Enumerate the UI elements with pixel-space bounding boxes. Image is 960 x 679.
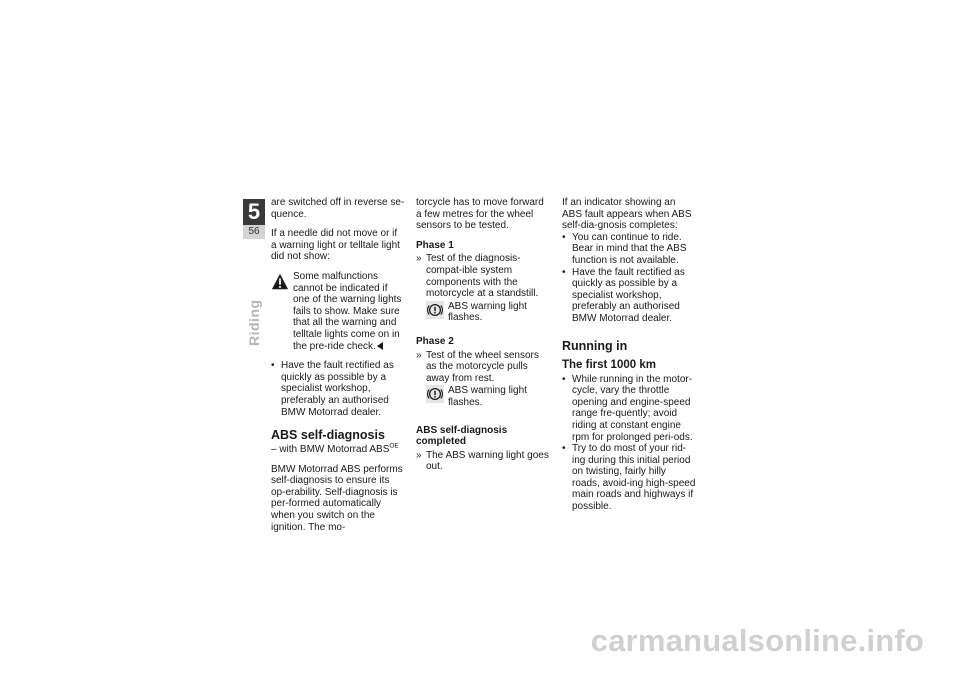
watermark: carmanualsonline.info — [590, 623, 924, 658]
list-item: • Try to do most of your rid-ing during this initial period on twisting, fairly hilly roads, avoid-ing high-speed main roads and highways if possible. — [562, 443, 696, 513]
list-item: • You can continue to ride. Bear in mind that the ABS function is not available. — [562, 232, 696, 267]
chapter-label: Riding — [246, 299, 262, 346]
warning-note — [271, 271, 405, 352]
step-item: » Test of the diagnosis-compat-ible system components with the motorcycle at a standstill. — [416, 253, 550, 299]
result-line — [426, 385, 550, 408]
equipment-superscript: OE — [389, 442, 399, 450]
paragraph: torcycle has to move forward a few metres for the wheel sensors to be tested. — [416, 197, 544, 232]
bullet-list — [271, 360, 405, 418]
phase-2-heading: Phase 2 — [416, 335, 454, 347]
step-list — [416, 450, 550, 473]
result-text: ABS warning light flashes. — [448, 385, 527, 408]
bullet-list — [562, 232, 696, 325]
paragraph: are switched off in reverse se-quence. — [271, 197, 405, 220]
step-item: » The ABS warning light goes out. — [416, 450, 550, 473]
step-item: » Test of the wheel sensors as the motorcycle pulls away from rest. — [416, 350, 550, 385]
section-heading: ABS self-diagnosis — [271, 428, 385, 443]
sub-heading: The first 1000 km — [562, 358, 656, 371]
column-3 — [562, 197, 696, 521]
step-list — [416, 350, 550, 385]
completed-heading: ABS self-diagnosis completed — [416, 424, 508, 448]
column-2 — [416, 197, 550, 481]
equipment-note: – with BMW Motorrad $ABS^{OE}$ — [271, 442, 399, 456]
phase-1-heading: Phase 1 — [416, 239, 454, 251]
end-mark-icon — [377, 342, 383, 350]
abs-warning-light-icon — [426, 301, 444, 319]
paragraph: BMW Motorrad ABS performs self-diagnosis to ensure its op-erability. Self-diagnosis is per-formed automatically when you switch on the ignition. The mo- — [271, 463, 403, 533]
result-text: ABS warning light flashes. — [448, 300, 527, 324]
column-1 — [271, 197, 405, 541]
bullet-list — [562, 374, 696, 513]
paragraph: If an indicator showing an ABS fault appears when ABS self-dia-gnosis completes: — [562, 197, 692, 232]
warning-text: Some malfunctions cannot be indicated if one of the warning lights fails to show. Make sure that all the warning and telltale lights come on in the pre-ride check. — [293, 270, 402, 352]
section-heading: Running in — [562, 338, 628, 353]
list-item: • Have the fault rectified as quickly as possible by a specialist workshop, preferably an authorised BMW Motorrad dealer. — [562, 267, 696, 325]
result-line — [426, 301, 550, 324]
paragraph: If a needle did not move or if a warning light or telltale light did not show: — [271, 228, 400, 263]
list-item: • While running in the motor-cycle, vary the throttle opening and engine-speed range fre-quently; avoid riding at constant engine rpm for prolonged peri-ods. — [562, 374, 696, 444]
list-item: • Have the fault rectified as quickly as possible by a specialist workshop, preferably an authorised BMW Motorrad dealer. — [271, 360, 405, 418]
warning-triangle-icon — [271, 273, 289, 291]
chapter-number: 5 — [243, 199, 265, 225]
step-list — [416, 253, 550, 299]
page-number: 56 — [243, 225, 265, 239]
abs-warning-light-icon — [426, 385, 444, 403]
